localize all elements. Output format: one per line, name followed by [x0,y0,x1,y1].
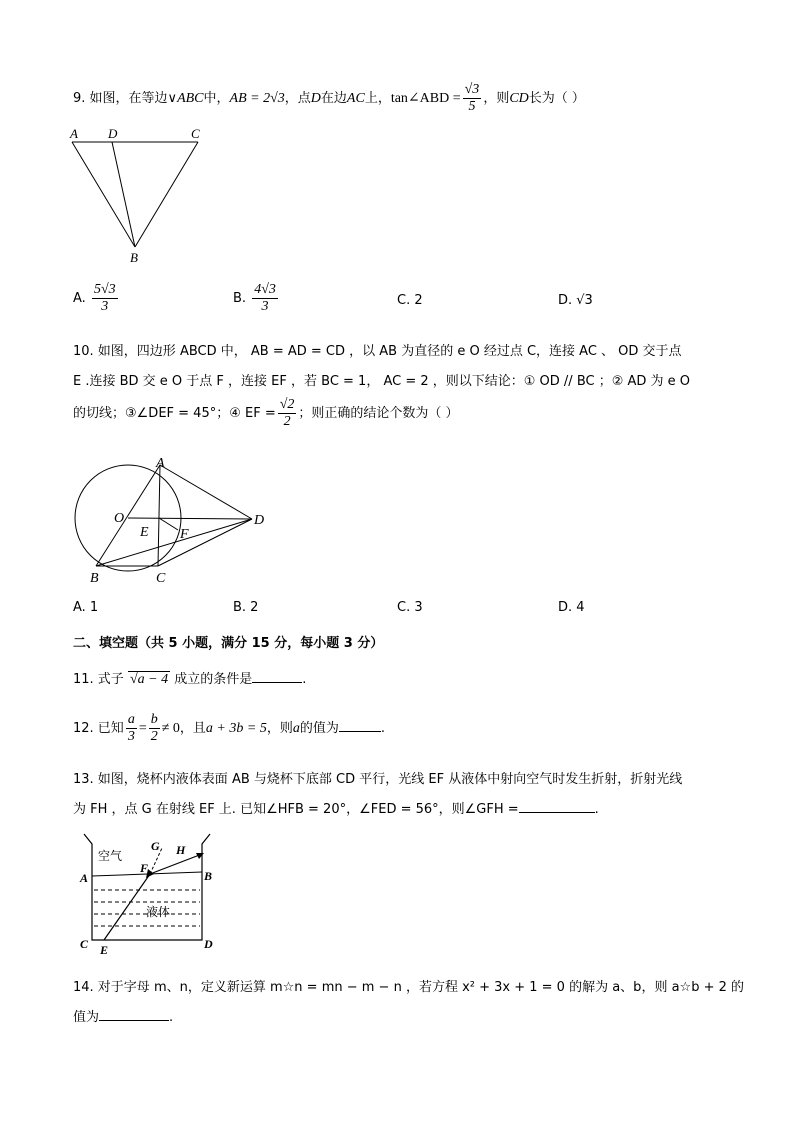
q13-label-d: D [204,937,213,951]
q13-label-f: F [140,861,149,875]
q13-label-b: B [204,869,213,883]
q11-answer-blank[interactable] [252,670,302,683]
q9-label-d: D [108,126,118,141]
q10-label-f: F [180,527,189,542]
q9-option-d: D. √3 [558,293,593,308]
q10-option-a: A. 1 [73,600,99,615]
q13-label-liquid: 液体 [146,905,171,919]
q10-label-d: D [254,513,265,528]
q10-line-3: 的切线；③∠DEF = 45°；④ EF = $\frac{√2}{2}$ ；则正确的结论个数为（ ） [73,397,459,429]
q13-line-1: 13. 如图，烧杯内液体表面 AB 与烧杯下底部 CD 平行，光线 EF 从液体中射向空气时发生折射，折射光线 [73,772,683,787]
q13-label-air: 空气 [98,849,123,863]
q9-tan-fraction: $\frac{√3}{5}$ [464,82,480,114]
q11-stem: 11. 式子 √a − 4 成立的条件是 . [73,672,307,687]
q10-option-b: B. 2 [233,600,259,615]
q10-line-1: 10. 如图，四边形 ABCD 中， AB = AD = CD ，以 AB 为直径的 e O 经过点 C，连接 AC 、 OD 交于点 [73,344,682,359]
q10-label-b: B [90,571,99,586]
q9-option-a: A. $\frac{5√3}{3}$ [73,282,116,314]
q10-label-a: A [156,456,165,471]
q10-circle-figure [66,452,276,587]
q13-label-h: H [176,843,186,857]
q9-option-c: C. 2 [397,293,423,308]
q9-triangle-figure [66,122,216,267]
q10-option-c: C. 3 [397,600,423,615]
q13-label-a: A [80,871,89,885]
q9-stem: 9. 如图，在等边∨ABC中，AB = 2√3，点D在边AC上，tan∠ABD = $\frac{√3}{5}$ ，则CD长为（ ） [73,82,585,114]
q13-answer-blank[interactable] [519,800,595,813]
q14-line-2: 值为 . [73,1010,174,1025]
q10-label-o: O [114,511,125,526]
q14-line-1: 14. 对于字母 m、n，定义新运算 m☆n = mn − m − n ，若方程 x² + 3x + 1 = 0 的解为 a、b，则 a☆b + 2 的 [73,980,745,995]
q9-label-c: C [191,126,200,141]
q12-stem: 12. 已知 $\frac{a}{3}$ = $\frac{b}{2}$ ≠ 0，且a + 3b = 5，则a的值为 . [73,712,385,744]
q9-label-b: B [130,250,138,265]
q13-label-c: C [80,937,89,951]
q10-label-e: E [140,525,149,540]
q13-label-e: E [100,943,109,957]
q10-label-c: C [156,571,166,586]
q11-sqrt-expr: √a − 4 [129,672,169,687]
q13-line-2: 为 FH ，点 G 在射线 EF 上. 已知∠HFB = 20°，∠FED = 56°，则∠GFH = . [73,802,599,817]
q14-answer-blank[interactable] [99,1008,169,1021]
q10-option-d: D. 4 [558,600,585,615]
q10-line-2: E .连接 BD 交 e O 于点 F ，连接 EF ，若 BC = 1， AC = 2 ，则以下结论：① OD // BC ；② AD 为 e O [73,374,691,389]
section-2-heading: 二、填空题（共 5 小题，满分 15 分，每小题 3 分） [73,636,384,651]
q9-option-b: B. $\frac{4√3}{3}$ [233,282,276,314]
q9-label-a: A [70,126,78,141]
q13-beaker-figure [74,832,224,957]
q12-answer-blank[interactable] [339,719,381,732]
q13-label-g: G [151,839,160,853]
